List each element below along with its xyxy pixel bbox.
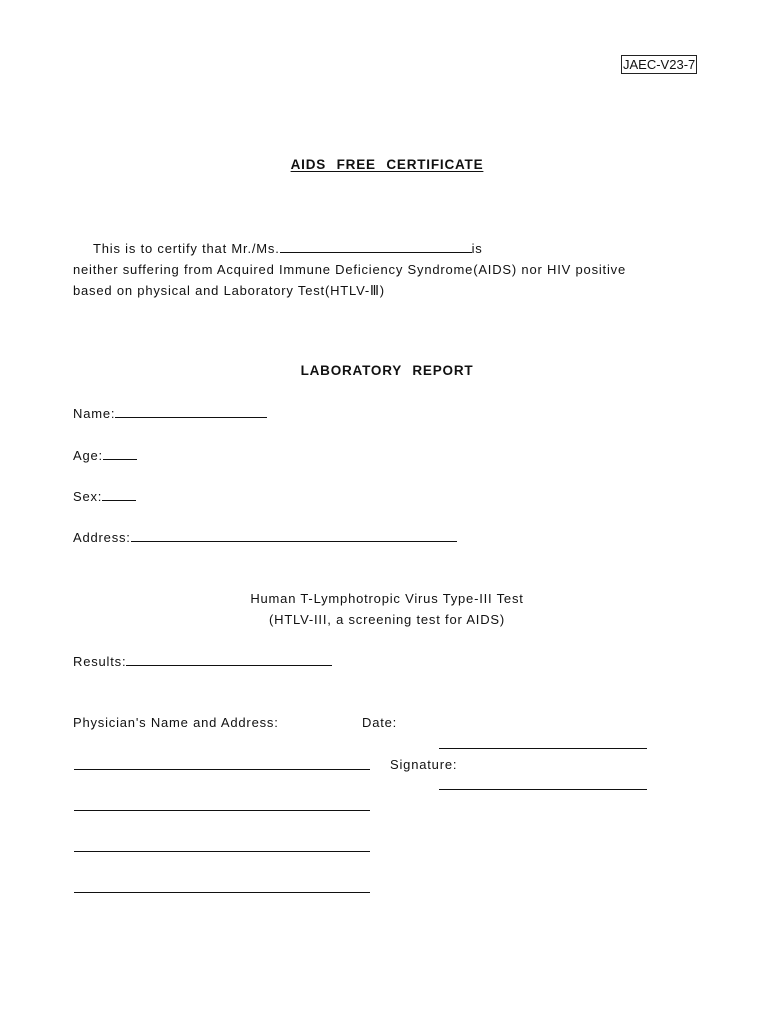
sex-input-line[interactable] (102, 488, 136, 501)
address-input-line[interactable] (131, 529, 457, 542)
signature-input-line[interactable] (439, 789, 647, 790)
results-label: Results: (73, 654, 127, 669)
date-label: Date: (362, 715, 398, 730)
physician-label: Physician's Name and Address: (73, 715, 279, 730)
address-field (73, 529, 457, 545)
results-field (73, 653, 332, 669)
date-input-line[interactable] (439, 748, 647, 749)
certificate-title-text: AIDS FREE CERTIFICATE (290, 157, 484, 172)
physician-line-4[interactable] (74, 892, 370, 893)
address-label: Address: (73, 530, 131, 545)
results-input-line[interactable] (126, 653, 332, 666)
physician-line-2[interactable] (74, 810, 370, 811)
certificate-title (0, 157, 768, 172)
sex-field (73, 488, 136, 504)
laboratory-report-title: LABORATORY REPORT (300, 363, 474, 378)
age-field (73, 447, 137, 463)
certify-line-1 (73, 239, 483, 259)
test-title-line-2: (HTLV-III, a screening test for AIDS) (269, 612, 505, 627)
name-field (73, 405, 267, 421)
test-title-line-1: Human T-Lymphotropic Virus Type-III Test (250, 591, 524, 606)
physician-line-1[interactable] (74, 769, 370, 770)
certify-line-3: based on physical and Laboratory Test(HTLV-Ⅲ) (73, 283, 385, 298)
certify-line-2: neither suffering from Acquired Immune Deficiency Syndrome(AIDS) nor HIV positive (73, 262, 626, 277)
name-label: Name: (73, 406, 116, 421)
certify-text-before: This is to certify that Mr./Ms. (93, 241, 280, 256)
physician-line-3[interactable] (74, 851, 370, 852)
sex-label: Sex: (73, 489, 103, 504)
signature-label: Signature: (390, 757, 458, 772)
age-input-line[interactable] (103, 447, 137, 460)
name-blank-line[interactable] (280, 240, 472, 253)
age-label: Age: (73, 448, 103, 463)
document-code: JAEC-V23-7 (623, 57, 696, 72)
certify-text-after: is (471, 241, 483, 256)
name-input-line[interactable] (115, 405, 267, 418)
